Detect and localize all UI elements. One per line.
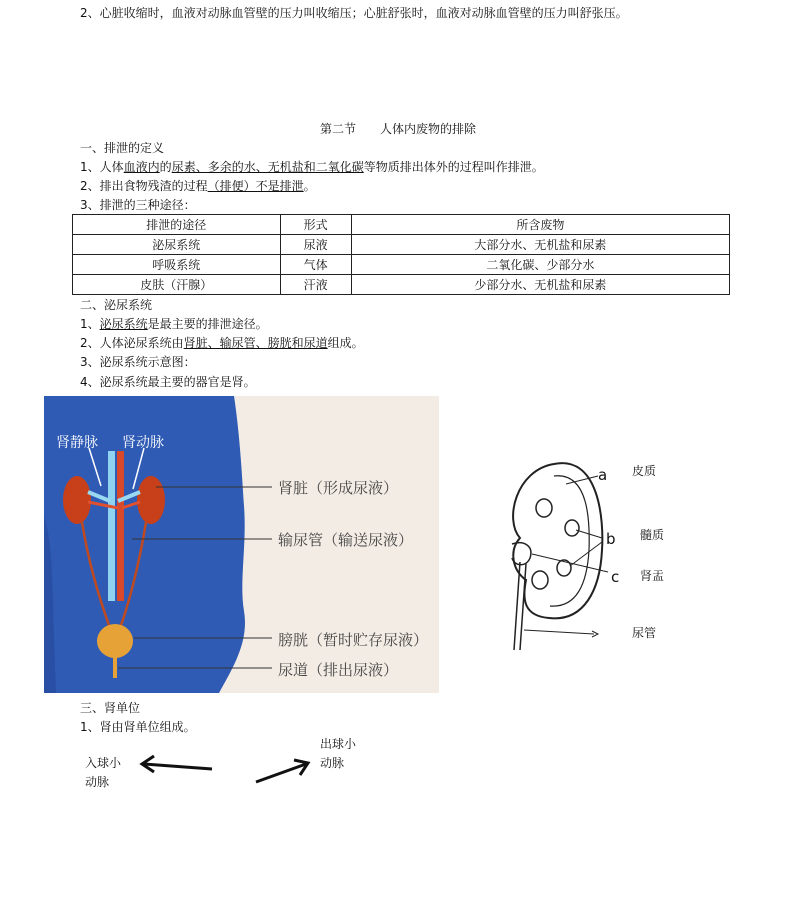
right-kidney-icon [137,476,165,524]
pointer-c [532,554,608,572]
urethra-icon [113,656,117,678]
letter-b: b [606,530,616,548]
part2-item2: 2、人体泌尿系统由肾脏、输尿管、膀胱和尿道组成。 [80,336,364,350]
top-line: 2、心脏收缩时，血液对动脉血管壁的压力叫收缩压；心脏舒张时，血液对动脉血管壁的压力叫舒张压。 [80,6,628,20]
label-renal-vein: 肾静脉 [56,435,98,451]
label-kidney: 肾脏（形成尿液） [278,479,399,497]
label-pelvis: 肾盂 [640,569,665,583]
bladder-icon [97,624,133,658]
table-cell: 尿液 [280,235,351,255]
part2-item4: 4、泌尿系统最主要的器官是肾。 [80,375,256,389]
pointer-a [566,476,598,484]
part3-item1: 1、肾由肾单位组成。 [80,720,196,734]
table-cell: 二氧化碳、少部分水 [351,255,729,275]
table-row [73,255,730,275]
label-bladder: 膀胱（暂时贮存尿液） [278,631,429,649]
label-ureter: 输尿管（输送尿液） [278,531,414,549]
flow-arrows [130,750,320,790]
letter-a: a [598,466,608,484]
table-header: 所含废物 [351,215,729,235]
label-urethra: 尿道（排出尿液） [278,661,399,679]
table-header: 形式 [280,215,351,235]
table-row [73,275,730,295]
label-renal-artery: 肾动脉 [122,435,164,451]
section-title: 第二节 人体内废物的排除 [320,122,477,136]
table-header-row [73,215,730,235]
part1-item1: 1、人体血液内的尿素、多余的水、无机盐和二氧化碳等物质排出体外的过程叫作排泄。 [80,160,544,174]
label-cortex: 皮质 [632,464,657,478]
part3-heading: 三、肾单位 [80,701,141,715]
table-cell: 少部分水、无机盐和尿素 [351,275,729,295]
part1-heading: 一、排泄的定义 [80,141,165,155]
medulla-pyramid [536,499,552,517]
pointer-ureter [524,630,594,634]
part2-item1: 1、泌尿系统是最主要的排泄途径。 [80,317,268,331]
kidney-section-figure [494,450,714,660]
table-cell: 皮肤（汗腺） [73,275,281,295]
efferent-arrow-icon [256,764,306,782]
part2-item3: 3、泌尿系统示意图： [80,355,196,369]
vena-cava-icon [108,451,115,601]
part2-heading: 二、泌尿系统 [80,298,153,312]
part1-item3: 3、排泄的三种途径： [80,198,196,212]
afferent-arteriole-label: 入球小 动脉 [85,756,122,789]
table-cell: 气体 [280,255,351,275]
cortex-line [550,476,589,606]
table-cell: 汗液 [280,275,351,295]
aorta-icon [117,451,124,601]
medulla-pyramid [565,520,579,536]
efferent-arteriole-label: 出球小 动脉 [320,737,357,770]
pointer-b2 [570,542,602,566]
medulla-pyramid [532,571,548,589]
table-cell: 泌尿系统 [73,235,281,255]
left-kidney-icon [63,476,91,524]
table-cell: 呼吸系统 [73,255,281,275]
part1-item2: 2、排出食物残渣的过程（排便）不是排泄。 [80,179,316,193]
letter-c: c [611,568,620,586]
excretion-table [72,214,730,295]
table-row [73,235,730,255]
label-medulla: 髓质 [640,528,665,542]
table-header: 排泄的途径 [73,215,281,235]
label-ureter-section: 尿管 [632,626,657,640]
urinary-system-figure [44,396,439,693]
table-cell: 大部分水、无机盐和尿素 [351,235,729,255]
afferent-arrow-icon [144,764,212,769]
